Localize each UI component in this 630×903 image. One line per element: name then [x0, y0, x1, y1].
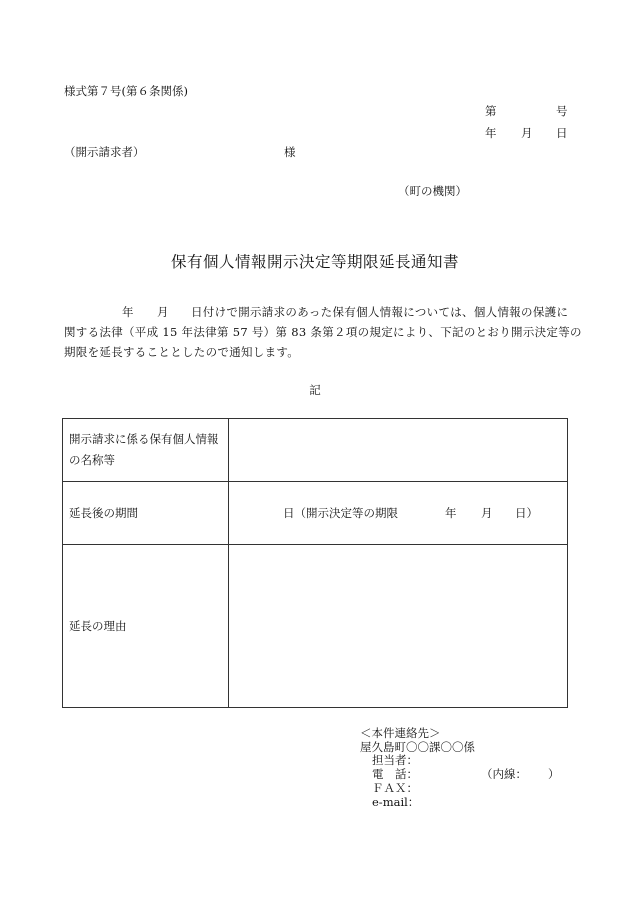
extension-period-value	[229, 482, 568, 545]
requester-sama: 様	[284, 145, 296, 159]
contact-email: e-mail：	[372, 795, 420, 809]
contact-naisen: （内線：	[481, 767, 527, 781]
ki-heading: 記	[309, 383, 321, 397]
body-line-3: 期限を延長することとしたので通知します。	[64, 345, 300, 359]
ref-dai: 第	[485, 104, 497, 118]
contact-header: ＜本件連絡先＞	[360, 726, 441, 740]
reason-label: 延長の理由	[63, 545, 229, 708]
extension-period-label: 延長後の期間	[63, 482, 229, 545]
info-name-value	[229, 419, 568, 482]
info-name-label-line-2: の名称等	[69, 453, 115, 467]
date-tsuki: 月	[521, 126, 533, 140]
reason-value	[229, 545, 568, 708]
form-number: 様式第７号(第６条関係)	[64, 84, 188, 98]
period-text: 日（開示決定等の期限	[283, 506, 398, 520]
agency-label: （町の機関）	[398, 184, 467, 198]
contact-close: ）	[548, 767, 560, 781]
period-nen: 年	[445, 506, 457, 520]
date-hi: 日	[556, 126, 568, 140]
info-name-label	[63, 419, 229, 482]
body-line-2: 関する法律（平成 15 年法律第 57 号）第 83 条第２項の規定により、下記のとおり開示決定等の	[64, 325, 582, 339]
table-row	[63, 545, 568, 708]
date-nen: 年	[485, 126, 497, 140]
contact-dept: 屋久島町〇〇課〇〇係	[360, 740, 475, 754]
body-tsuki: 月	[157, 305, 169, 319]
document-title: 保有個人情報開示決定等期限延長通知書	[170, 253, 459, 271]
requester-label: （開示請求者）	[64, 145, 145, 159]
ref-go: 号	[556, 104, 568, 118]
info-name-label-line-1: 開示請求に係る保有個人情報	[69, 432, 219, 446]
period-hi: 日）	[515, 506, 538, 520]
contact-fax: ＦＡＸ：	[372, 781, 418, 795]
table-row	[63, 482, 568, 545]
contact-tanto: 担当者：	[372, 753, 418, 767]
contact-denwa: 電 話：	[372, 767, 418, 781]
table-row	[63, 419, 568, 482]
body-nen: 年	[122, 305, 134, 319]
body-line-1-text: 日付けで開示請求のあった保有個人情報については、個人情報の保護に	[191, 305, 569, 319]
period-tsuki: 月	[481, 506, 493, 520]
record-table	[62, 418, 568, 708]
